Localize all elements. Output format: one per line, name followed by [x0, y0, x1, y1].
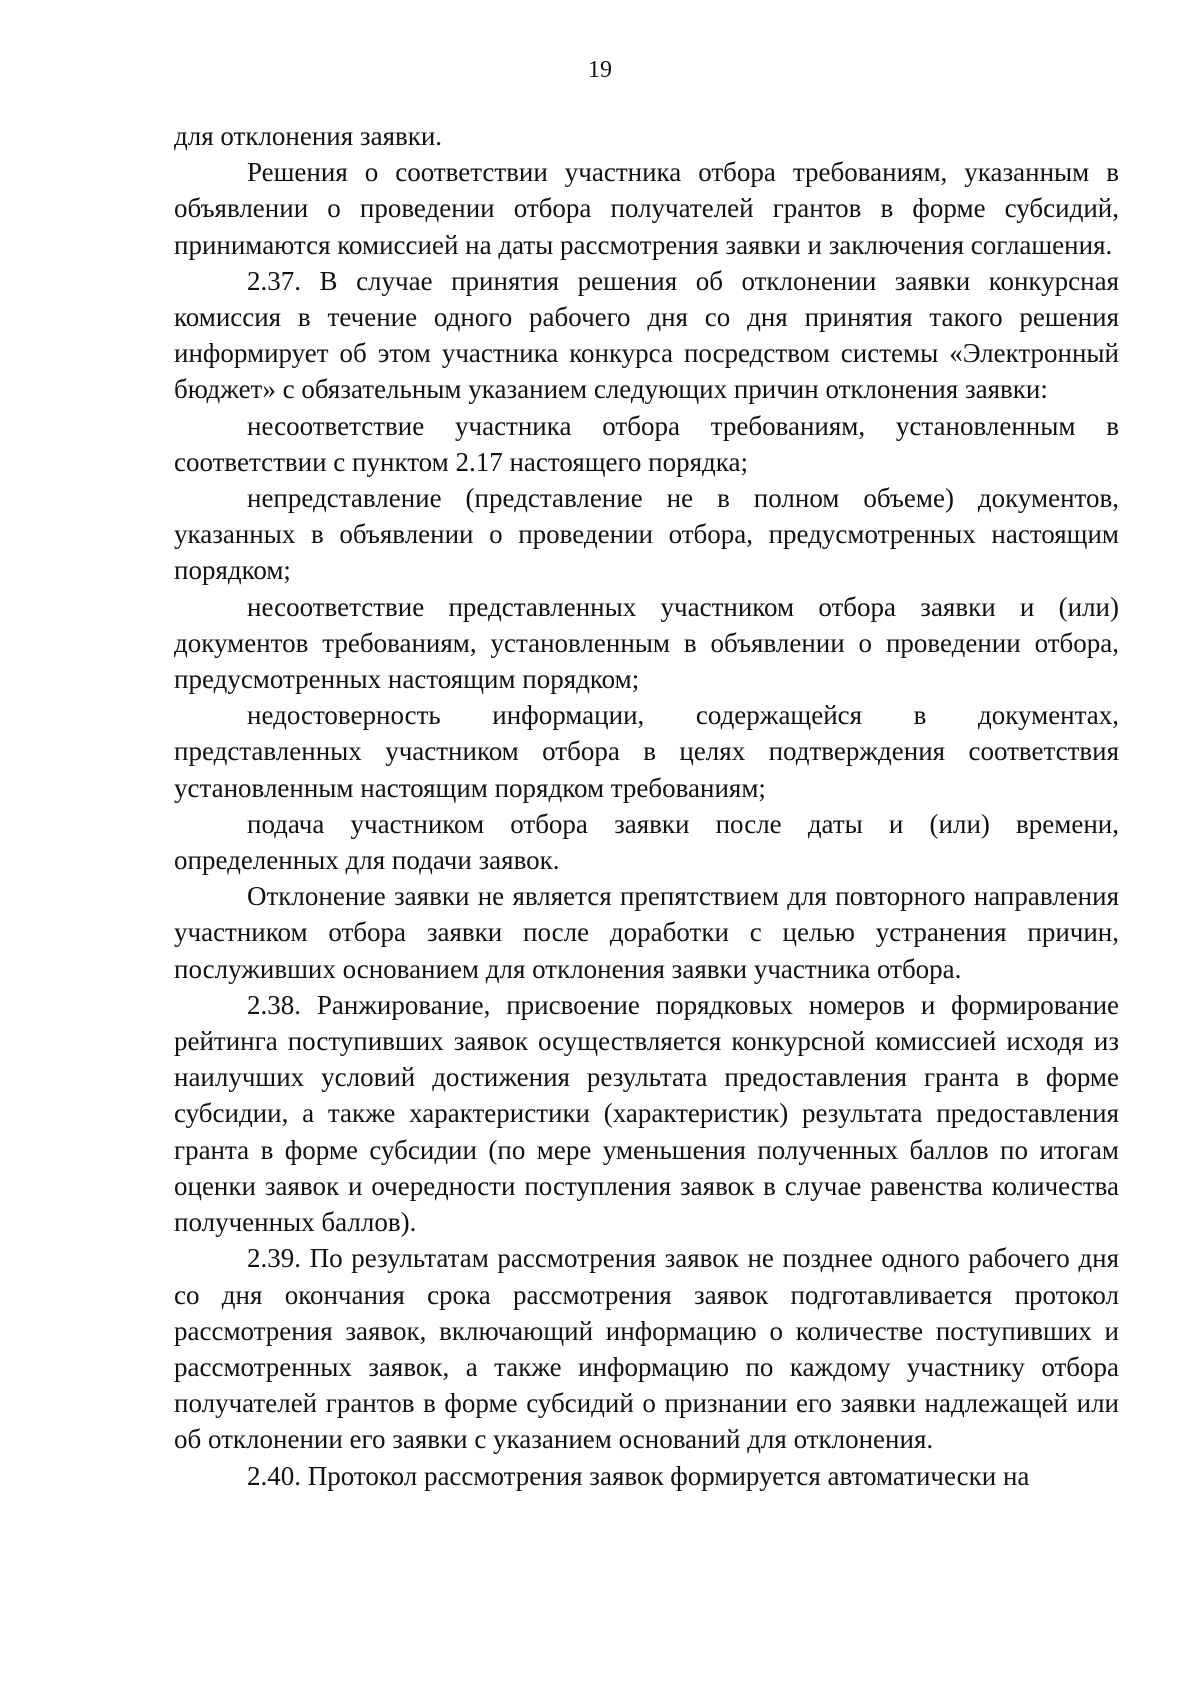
- paragraph-reason-2: непредставление (представление не в полном объеме) документов, указанных в объявлении о проведении отбора, предусмотренных настоящим порядком;: [174, 483, 1119, 586]
- paragraph-2-37: 2.37. В случае принятия решения об отклонении заявки конкурсная комиссия в течение одного рабочего дня со дня принятия такого решения информирует об этом участника конкурса посредством системы «Электронный бюджет» с обязательным указанием следующих причин отклонения заявки:: [174, 265, 1119, 405]
- paragraph-rejection-note: Отклонение заявки не является препятствием для повторного направления участником отбора заявки после доработки с целью устранения причин, послуживших основанием для отклонения заявки участника отбора.: [174, 881, 1119, 984]
- paragraph-2-38: 2.38. Ранжирование, присвоение порядковых номеров и формирование рейтинга поступивших заявок осуществляется конкурсной комиссией исходя из наилучших условий достижения результата предоставления гранта в форме субсидии, а также характеристики (характеристик) результата предоставления гранта в форме субсидии (по мере уменьшения полученных баллов по итогам оценки заявок и очередности поступления заявок в случае равенства количества полученных баллов).: [174, 989, 1119, 1238]
- paragraph-decisions: Решения о соответствии участника отбора требованиям, указанным в объявлении о проведении отбора получателей грантов в форме субсидий, принимаются комиссией на даты рассмотрения заявки и заключения соглашения.: [174, 157, 1119, 260]
- paragraph-reason-1: несоответствие участника отбора требованиям, установленным в соответствии с пунктом 2.17 настоящего порядка;: [174, 410, 1119, 477]
- paragraph-2-39: 2.39. По результатам рассмотрения заявок не позднее одного рабочего дня со дня окончания срока рассмотрения заявок подготавливается протокол рассмотрения заявок, включающий информацию о количестве поступивших и рассмотренных заявок, а также информацию по каждому участнику отбора получателей грантов в форме субсидий о признании его заявки надлежащей или об отклонении его заявки с указанием оснований для отклонения.: [174, 1243, 1119, 1455]
- document-body: [174, 118, 1119, 1494]
- page-number: 19: [588, 57, 612, 83]
- paragraph-reason-5: подача участником отбора заявки после даты и (или) времени, определенных для подачи заявок.: [174, 808, 1119, 876]
- paragraph-2-40: 2.40. Протокол рассмотрения заявок формируется автоматически на: [247, 1460, 1030, 1491]
- paragraph-reason-4: недостоверность информации, содержащейся в документах, представленных участником отбора в целях подтверждения соответствия установленным настоящим порядком требованиям;: [174, 700, 1119, 803]
- paragraph-continuation: для отклонения заявки.: [174, 121, 443, 151]
- paragraph-reason-3: несоответствие представленных участником отбора заявки и (или) документов требованиям, установленным в объявлении о проведении отбора, предусмотренных настоящим порядком;: [174, 591, 1119, 695]
